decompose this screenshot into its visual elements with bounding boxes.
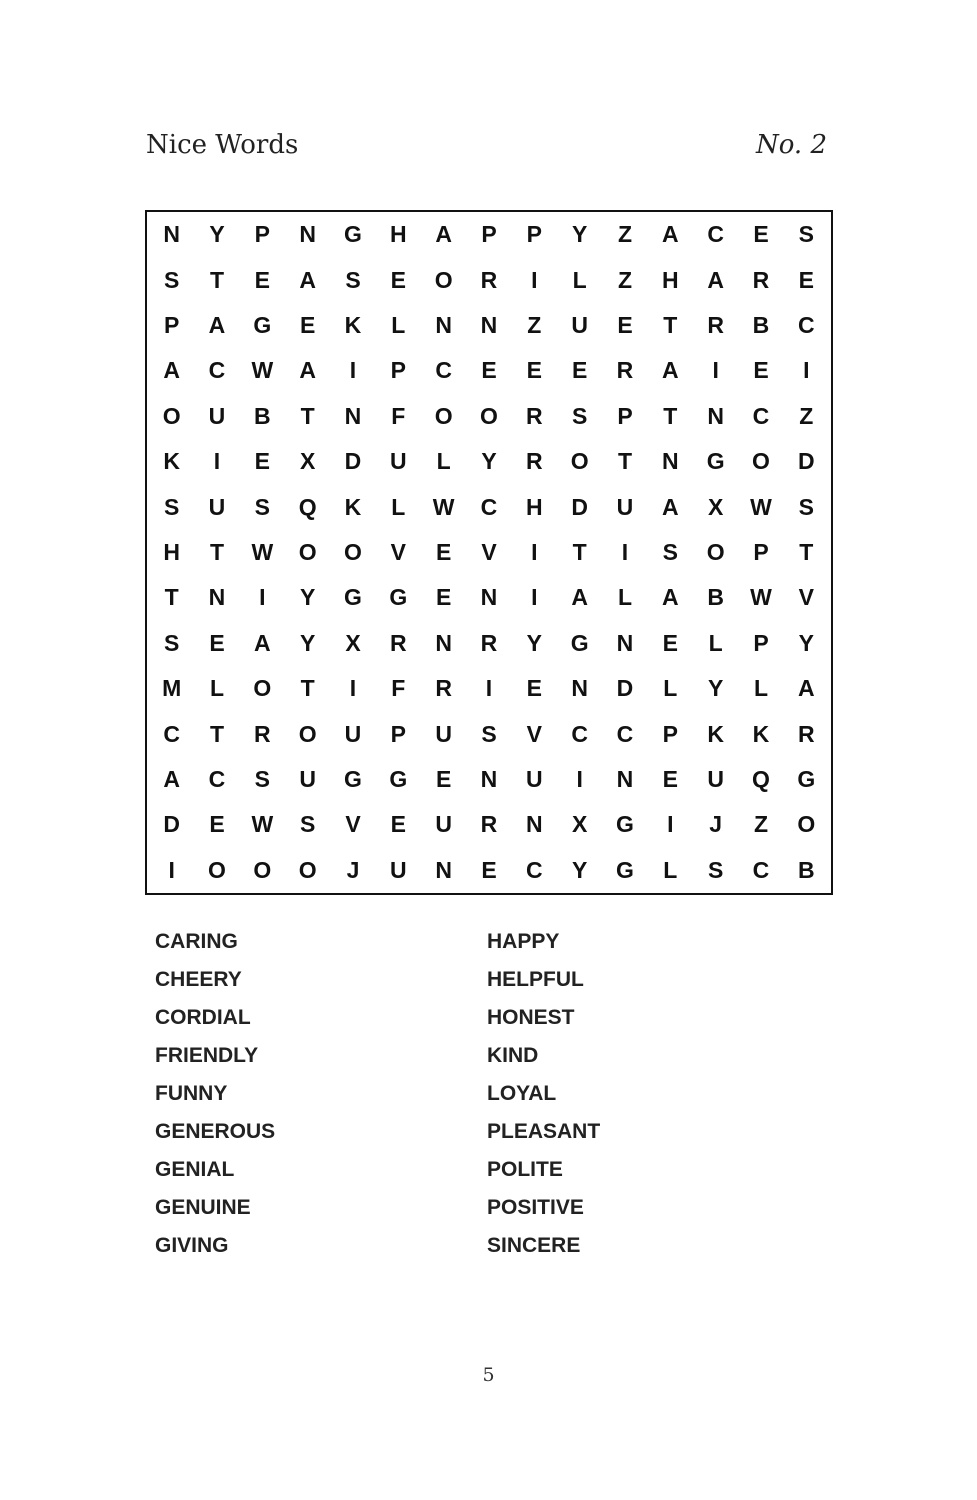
grid-letter[interactable]: N (163, 221, 180, 248)
grid-letter[interactable]: Z (527, 311, 542, 338)
grid-letter[interactable]: P (163, 311, 180, 338)
grid-letter[interactable]: R (798, 720, 815, 747)
grid-letter[interactable]: S (254, 765, 270, 792)
grid-letter[interactable]: E (753, 357, 769, 384)
grid-letter[interactable]: E (390, 266, 406, 293)
grid-letter[interactable]: N (480, 765, 498, 792)
grid-letter[interactable]: R (480, 629, 498, 656)
grid-letter[interactable]: N (662, 448, 679, 475)
grid-letter[interactable]: T (209, 266, 225, 293)
grid-letter[interactable]: E (435, 538, 452, 565)
grid-letter[interactable]: E (798, 266, 814, 293)
grid-letter[interactable]: K (752, 720, 770, 747)
grid-letter[interactable]: G (389, 584, 408, 611)
grid-letter[interactable]: E (753, 221, 769, 248)
grid-letter[interactable]: S (798, 493, 814, 520)
grid-letter[interactable]: G (616, 811, 634, 838)
grid-letter[interactable]: C (163, 720, 180, 747)
grid-letter[interactable]: X (707, 493, 724, 520)
grid-letter[interactable]: D (798, 448, 815, 475)
word-list-item: FRIENDLY (155, 1044, 259, 1067)
grid-letter[interactable]: C (798, 311, 815, 338)
grid-letter[interactable]: N (435, 856, 452, 883)
grid-letter[interactable]: C (752, 402, 770, 429)
grid-letter[interactable]: Y (798, 629, 814, 656)
word-list-item: GENIAL (155, 1158, 235, 1181)
grid-letter[interactable]: O (480, 402, 498, 429)
grid-letter[interactable]: A (662, 221, 679, 248)
grid-letter[interactable]: V (798, 584, 814, 611)
grid-letter[interactable]: N (299, 221, 316, 248)
grid-letter[interactable]: D (616, 675, 634, 702)
grid-letter[interactable]: E (254, 266, 270, 293)
word-list-item: POLITE (487, 1158, 563, 1181)
grid-letter[interactable]: C (616, 720, 634, 747)
grid-letter[interactable]: V (390, 538, 406, 565)
grid-letter[interactable]: S (299, 811, 316, 838)
grid-letter[interactable]: K (163, 448, 180, 475)
grid-letter[interactable]: I (531, 584, 538, 611)
grid-letter[interactable]: O (298, 856, 317, 883)
grid-letter[interactable]: U (571, 311, 588, 338)
grid-letter[interactable]: W (251, 538, 274, 565)
grid-letter[interactable]: C (571, 720, 588, 747)
grid-letter[interactable]: L (391, 493, 406, 520)
grid-letter[interactable]: G (616, 856, 634, 883)
grid-letter[interactable]: W (750, 493, 772, 520)
grid-letter[interactable]: Y (707, 675, 724, 702)
grid-letter[interactable]: T (663, 402, 678, 429)
grid-letter[interactable]: N (344, 402, 362, 429)
grid-letter[interactable]: N (616, 765, 634, 792)
grid-letter[interactable]: R (526, 402, 543, 429)
grid-letter[interactable]: T (164, 584, 179, 611)
grid-letter[interactable]: N (707, 402, 724, 429)
grid-letter[interactable]: O (434, 266, 453, 293)
grid-letter[interactable]: N (616, 629, 634, 656)
grid-letter[interactable]: E (571, 357, 588, 384)
grid-letter[interactable]: O (706, 538, 725, 565)
grid-letter[interactable]: R (390, 629, 407, 656)
grid-letter[interactable]: T (572, 538, 587, 565)
grid-letter[interactable]: O (298, 720, 317, 747)
grid-letter[interactable]: L (572, 266, 587, 293)
grid-letter[interactable]: U (390, 856, 407, 883)
grid-letter[interactable]: P (390, 357, 406, 384)
grid-letter[interactable]: J (346, 856, 360, 883)
word-list-item: CHEERY (155, 968, 242, 991)
grid-letter[interactable]: P (254, 221, 270, 248)
grid-letter[interactable]: P (662, 720, 678, 747)
grid-letter[interactable]: R (526, 448, 543, 475)
grid-letter[interactable]: G (570, 629, 589, 656)
word-list-item: FUNNY (155, 1082, 228, 1105)
grid-letter[interactable]: E (254, 448, 270, 475)
grid-letter[interactable]: L (391, 311, 406, 338)
grid-letter[interactable]: L (436, 448, 451, 475)
grid-letter[interactable]: N (435, 311, 452, 338)
word-list-item: SINCERE (487, 1234, 581, 1257)
grid-letter[interactable]: A (163, 357, 180, 384)
grid-letter[interactable]: S (163, 493, 180, 520)
grid-letter[interactable]: A (707, 266, 724, 293)
grid-letter[interactable]: C (208, 765, 226, 792)
grid-letter[interactable]: L (663, 675, 678, 702)
grid-letter[interactable]: U (435, 811, 452, 838)
grid-letter[interactable]: Y (209, 221, 225, 248)
grid-letter[interactable]: J (709, 811, 723, 838)
grid-letter[interactable]: D (571, 493, 588, 520)
grid-letter[interactable]: I (259, 584, 266, 611)
grid-letter[interactable]: A (435, 221, 452, 248)
grid-letter[interactable]: G (344, 221, 362, 248)
grid-letter[interactable]: E (481, 357, 497, 384)
grid-letter[interactable]: L (708, 629, 723, 656)
grid-letter[interactable]: I (349, 675, 357, 702)
grid-letter[interactable]: O (752, 448, 770, 475)
grid-letter[interactable]: S (345, 266, 361, 293)
puzzle-title: Nice Words (146, 130, 299, 160)
grid-letter[interactable]: B (707, 584, 724, 611)
grid-letter[interactable]: U (208, 402, 226, 429)
grid-letter[interactable]: E (209, 811, 225, 838)
grid-letter[interactable]: O (162, 402, 181, 429)
word-list-item: LOYAL (487, 1082, 557, 1105)
grid-letter[interactable]: W (251, 357, 274, 384)
grid-letter[interactable]: S (798, 221, 814, 248)
grid-letter[interactable]: S (163, 629, 180, 656)
grid-letter[interactable]: R (616, 357, 634, 384)
grid-letter[interactable]: I (531, 266, 538, 293)
grid-letter[interactable]: V (345, 811, 361, 838)
grid-letter[interactable]: D (163, 811, 180, 838)
grid-letter[interactable]: I (349, 357, 357, 384)
grid-letter[interactable]: O (298, 538, 317, 565)
grid-letter[interactable]: Q (298, 493, 317, 520)
grid-letter[interactable]: N (571, 675, 588, 702)
grid-letter[interactable]: C (435, 357, 452, 384)
grid-letter[interactable]: N (526, 811, 543, 838)
grid-letter[interactable]: R (707, 311, 724, 338)
grid-letter[interactable]: C (707, 221, 724, 248)
grid-letter[interactable]: K (707, 720, 724, 747)
grid-letter[interactable]: P (617, 402, 633, 429)
grid-letter[interactable]: P (753, 538, 769, 565)
word-list-left (155, 928, 275, 1270)
word-list-item: GENEROUS (155, 1120, 276, 1143)
grid-letter[interactable]: L (209, 675, 225, 702)
grid-letter[interactable]: L (617, 584, 633, 611)
grid-letter[interactable]: Y (526, 629, 542, 656)
grid-letter[interactable]: H (662, 266, 679, 293)
grid-letter[interactable]: Y (299, 629, 316, 656)
grid-letter[interactable]: N (480, 311, 498, 338)
word-list-item: KIND (487, 1044, 539, 1067)
grid-letter[interactable]: P (526, 221, 542, 248)
grid-letter[interactable]: U (616, 493, 634, 520)
grid-letter[interactable]: U (208, 493, 226, 520)
grid-letter[interactable]: G (253, 311, 272, 338)
grid-letter[interactable]: T (300, 402, 315, 429)
grid-letter[interactable]: E (662, 765, 678, 792)
grid-letter[interactable]: U (390, 448, 407, 475)
grid-letter[interactable]: K (344, 311, 362, 338)
grid-letter[interactable]: O (208, 856, 226, 883)
grid-letter[interactable]: R (480, 811, 498, 838)
grid-letter[interactable]: B (798, 856, 815, 883)
grid-letter[interactable]: T (799, 538, 814, 565)
grid-letter[interactable]: F (391, 675, 406, 702)
grid-letter[interactable]: C (208, 357, 226, 384)
puzzle-number: No. 2 (755, 130, 827, 160)
grid-letter[interactable]: A (254, 629, 271, 656)
grid-letter[interactable]: A (662, 357, 679, 384)
grid-letter[interactable]: B (254, 402, 271, 429)
grid-letter[interactable]: R (752, 266, 770, 293)
grid-letter[interactable]: O (570, 448, 589, 475)
grid-letter[interactable]: E (209, 629, 225, 656)
grid-letter[interactable]: A (299, 266, 316, 293)
grid-letter[interactable]: G (344, 765, 362, 792)
grid-letter[interactable]: M (162, 675, 182, 702)
grid-letter[interactable]: W (432, 493, 455, 520)
grid-letter[interactable]: A (163, 765, 180, 792)
word-list-item: CORDIAL (155, 1006, 251, 1029)
grid-letter[interactable]: Z (799, 402, 814, 429)
grid-letter[interactable]: A (299, 357, 316, 384)
grid-letter[interactable]: Y (299, 584, 316, 611)
grid-letter[interactable]: V (526, 720, 542, 747)
grid-letter[interactable]: W (750, 584, 772, 611)
grid-letter[interactable]: G (797, 765, 816, 792)
grid-letter[interactable]: X (571, 811, 588, 838)
grid-letter[interactable]: O (253, 675, 272, 702)
word-list-item: HELPFUL (487, 968, 584, 991)
grid-letter[interactable]: I (621, 538, 629, 565)
grid-letter[interactable]: T (209, 538, 225, 565)
grid-letter[interactable]: O (797, 811, 816, 838)
grid-letter[interactable]: H (390, 221, 407, 248)
grid-letter[interactable]: P (753, 629, 769, 656)
grid-letter[interactable]: G (389, 765, 408, 792)
grid-letter[interactable]: I (168, 856, 175, 883)
grid-letter[interactable]: I (712, 357, 719, 384)
word-list-item: POSITIVE (487, 1196, 584, 1219)
page-number: 5 (482, 1364, 495, 1386)
grid-letter[interactable]: T (209, 720, 225, 747)
grid-letter[interactable]: Z (753, 811, 769, 838)
word-list-item: CARING (155, 930, 238, 953)
grid-letter[interactable]: E (617, 311, 633, 338)
grid-letter[interactable]: S (571, 402, 588, 429)
grid-letter[interactable]: U (299, 765, 316, 792)
grid-letter[interactable]: Q (752, 765, 770, 792)
grid-letter[interactable]: H (526, 493, 543, 520)
grid-letter[interactable]: A (662, 493, 679, 520)
grid-letter[interactable]: G (344, 584, 362, 611)
grid-letter[interactable]: E (435, 765, 452, 792)
grid-letter[interactable]: W (251, 811, 274, 838)
grid-letter[interactable]: I (576, 765, 583, 792)
grid-letter[interactable]: E (390, 811, 406, 838)
grid-letter[interactable]: O (434, 402, 453, 429)
grid-letter[interactable]: U (344, 720, 362, 747)
grid-letter[interactable]: T (617, 448, 633, 475)
word-list-item: HONEST (487, 1006, 575, 1029)
grid-letter[interactable]: I (485, 675, 493, 702)
grid-letter[interactable]: S (481, 720, 497, 747)
grid-letter[interactable]: S (707, 856, 724, 883)
grid-letter[interactable]: P (481, 221, 497, 248)
grid-letter[interactable]: N (480, 584, 498, 611)
word-list-item: GENUINE (155, 1196, 251, 1219)
grid-letter[interactable]: A (571, 584, 588, 611)
grid-letter[interactable]: K (344, 493, 362, 520)
grid-letter[interactable]: R (254, 720, 271, 747)
grid-letter[interactable]: C (480, 493, 498, 520)
word-list-item: HAPPY (487, 930, 560, 953)
grid-letter[interactable]: E (435, 584, 452, 611)
grid-letter[interactable]: Y (571, 856, 588, 883)
grid-letter[interactable]: A (662, 584, 679, 611)
grid-letter[interactable]: S (163, 266, 180, 293)
grid-letter[interactable]: I (213, 448, 221, 475)
grid-letter[interactable]: O (253, 856, 272, 883)
grid-letter[interactable]: C (526, 856, 543, 883)
grid-letter[interactable]: E (299, 311, 316, 338)
grid-letter[interactable]: A (798, 675, 815, 702)
grid-letter[interactable]: U (435, 720, 452, 747)
grid-letter[interactable]: I (803, 357, 810, 384)
grid-letter[interactable]: E (526, 357, 542, 384)
grid-letter[interactable]: S (254, 493, 270, 520)
grid-letter[interactable]: H (163, 538, 180, 565)
grid-letter[interactable]: S (662, 538, 678, 565)
grid-letter[interactable]: C (752, 856, 770, 883)
grid-letter[interactable]: B (752, 311, 770, 338)
grid-letter[interactable]: I (667, 811, 674, 838)
grid-letter[interactable]: L (753, 675, 769, 702)
grid-letter[interactable]: Y (571, 221, 588, 248)
grid-letter[interactable]: E (481, 856, 497, 883)
word-list-right (487, 928, 600, 1270)
grid-letter[interactable]: N (208, 584, 226, 611)
grid-letter[interactable]: U (707, 765, 724, 792)
grid-letter[interactable]: Y (481, 448, 497, 475)
grid-letter[interactable]: G (706, 448, 725, 475)
grid-letter[interactable]: X (345, 629, 361, 656)
grid-letter[interactable]: O (344, 538, 362, 565)
grid-letter[interactable]: R (480, 266, 498, 293)
grid-letter[interactable]: E (662, 629, 678, 656)
grid-letter[interactable]: Z (617, 221, 633, 248)
grid-letter[interactable]: F (391, 402, 406, 429)
grid-letter[interactable]: P (390, 720, 406, 747)
grid-letter[interactable]: V (481, 538, 497, 565)
grid-letter[interactable]: N (435, 629, 452, 656)
grid-letter[interactable]: T (663, 311, 678, 338)
word-list-item: PLEASANT (487, 1120, 601, 1143)
grid-letter[interactable]: X (299, 448, 316, 475)
grid-letter[interactable]: U (526, 765, 543, 792)
grid-letter[interactable]: R (435, 675, 452, 702)
grid-letter[interactable]: I (531, 538, 538, 565)
grid-letter[interactable]: Z (617, 266, 633, 293)
grid-letter[interactable]: L (663, 856, 678, 883)
word-search-grid (145, 210, 833, 895)
grid-letter[interactable]: E (526, 675, 542, 702)
word-list-item: GIVING (155, 1234, 229, 1257)
grid-letter[interactable]: A (208, 311, 226, 338)
grid-letter[interactable]: T (300, 675, 315, 702)
grid-letter[interactable]: D (344, 448, 362, 475)
